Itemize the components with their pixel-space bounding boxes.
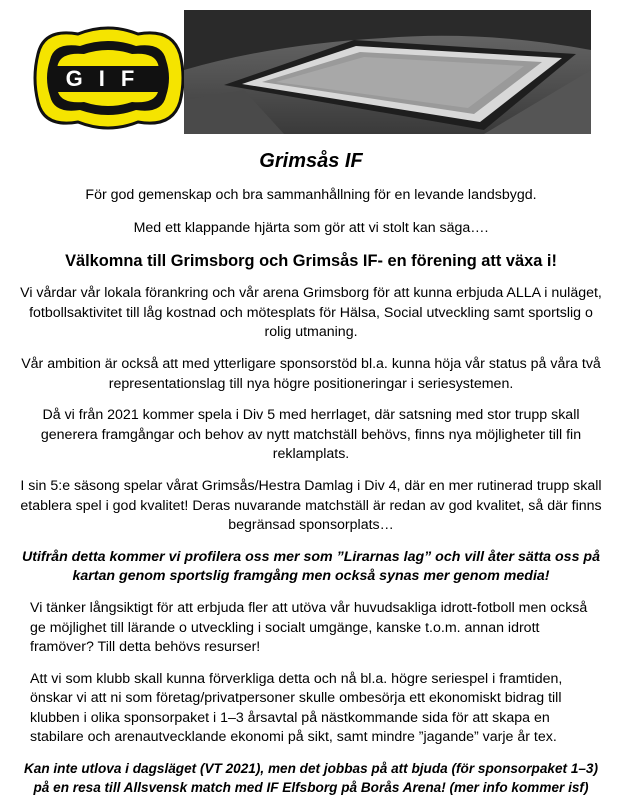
paragraph: I sin 5:e säsong spelar vårat Grimsås/Hestra Damlag i Div 4, där en mer rutinerad trupp skall etablera spel i god kvalitet! Deras nuvarande matchställ är redan av god kvalitet, så där finns begränsad sponsorplats…	[20, 477, 602, 534]
paragraph: Då vi från 2021 kommer spela i Div 5 med herrlaget, där satsning med stor trupp skall generera framgångar och behov av nytt matchställ behövs, finns nya möjligheter till fin reklamplats.	[40, 407, 582, 463]
paragraph: Vår ambition är också att med ytterligare sponsorstöd bl.a. kunna höja vår status på våra två representationslag till nya högre positioneringar i seriesystemen.	[21, 355, 601, 392]
paragraph: Att vi som klubb skall kunna förverkliga detta och nå bl.a. högre seriespel i framtiden, önskar vi att ni som företag/privatpersoner skulle ombesörja ett ekonomiskt bidrag till klubben i olika sponsorpaket i 1–3 årsavtal på nästkommande sida för att skapa en stabilare och arenautvecklande ekonomi på sikt, samt mindre ”jagande” varje år tex.	[30, 670, 563, 746]
paragraph: Vi vårdar vår lokala förankring och vår arena Grimsborg för att kunna erbjuda ALLA i nuläget, fotbollsaktivitet till låg kostnad och mötesplats för Hälsa, Social utveckling samt sportslig o rolig utmaning.	[20, 285, 602, 341]
page-title: Grimsås IF	[259, 150, 363, 172]
paragraph: Vi tänker långsiktigt för att erbjuda fler att utöva vår huvudsakliga idrott-fotboll men också ge möjlighet till lärande o utveckling i socialt umgänge, kanske t.o.m. annan idrott framöver? Till detta behövs resurser!	[30, 599, 588, 656]
highlight-paragraph: Utifrån detta kommer vi profilera oss mer som ”Lirarnas lag” och vill åter sätta oss på kartan genom sportslig framgång men också synas mer genom media!	[22, 548, 600, 585]
welcome-heading: Välkomna till Grimsborg och Grimsås IF- en förening att växa i!	[65, 252, 557, 271]
stadium-aerial-photo	[184, 10, 591, 134]
footer-note: Kan inte utlova i dagsläget (VT 2021), men det jobbas på att bjuda (för sponsorpaket 1–3) på en resa till Allsvensk match med IF Elfsborg på Borås Arena! (mer info kommer isf)	[23, 761, 599, 795]
logo-text: GIF	[65, 66, 151, 91]
document-body	[20, 186, 602, 809]
intro-line: Med ett klappande hjärta som gör att vi stolt kan säga….	[133, 219, 489, 236]
header	[0, 0, 622, 140]
club-logo	[30, 24, 186, 132]
intro-line: För god gemenskap och bra sammanhållning för en levande landsbygd.	[85, 187, 537, 203]
